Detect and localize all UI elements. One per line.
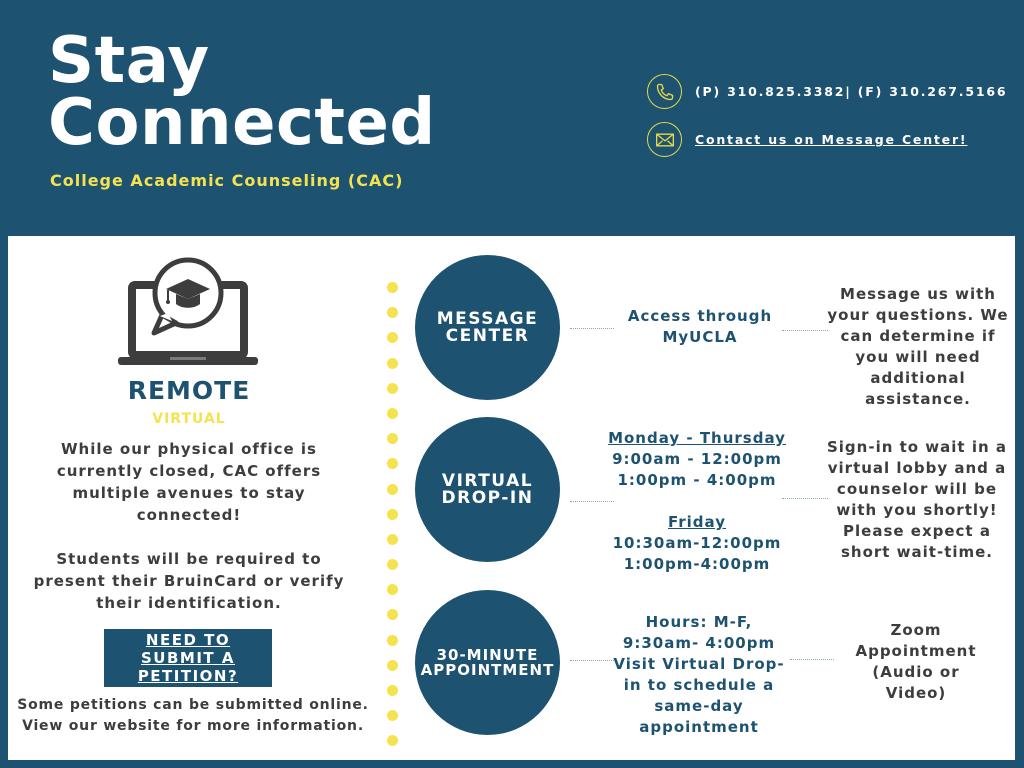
message-center-description [826,284,1010,410]
description-line: Please expect a [843,522,991,540]
phone-fax-numbers: (P) 310.825.3382| (F) 310.267.5166 [695,84,1008,99]
hours-line: in to schedule a [623,676,775,694]
access-line-1: Access through [627,307,773,325]
hours-line: 9:00am - 12:00pm [612,450,782,468]
circle-label-line-1: 30-MINUTE [436,645,539,664]
hours-line: 9:30am- 4:00pm [622,634,776,652]
office-closed-text: While our physical office is currently closed, CAC offers multiple avenues to stay connected! [56,440,322,524]
submit-petition-button[interactable] [104,629,272,687]
title-line-1: Stay [48,24,210,98]
appointment-description [834,620,998,704]
drop-in-description [822,437,1012,563]
hours-line: Visit Virtual Drop- [613,655,785,673]
description-line: Message us with [840,285,996,303]
message-center-link[interactable]: Contact us on Message Center! [695,132,968,147]
connector-line [790,659,834,660]
description-line: virtual lobby and a [827,459,1007,477]
description-line: Zoom [890,621,942,639]
bruincard-text: Students will be required to present their BruinCard or verify their identification. [33,550,345,612]
description-line: Appointment [855,642,977,660]
drop-in-hours [600,428,794,575]
petition-line-3: PETITION? [137,667,239,685]
connector-line [570,328,614,329]
description-line: you will need [855,348,981,366]
description-line: can determine if [840,327,996,345]
phone-contact [647,74,1007,109]
access-line-2: MyUCLA [662,328,738,346]
petition-line-2: SUBMIT A [141,649,235,667]
message-center-access [614,306,786,348]
page-title [48,24,436,160]
weekday-heading: Monday - Thursday [608,429,786,447]
title-line-2: Connected [48,86,436,160]
phone-icon [647,74,682,109]
petition-info-line-2: View our website for more information. [22,718,364,734]
petition-info-line-1: Some petitions can be submitted online. [17,697,369,713]
description-line: (Audio or [872,663,960,681]
message-center-circle [415,255,560,400]
envelope-icon [647,122,682,157]
appointment-circle [415,590,560,735]
description-line: with you shortly! [836,501,998,519]
circle-label-line-2: CENTER [445,325,530,346]
appointment-hours [606,612,792,738]
message-center-contact [647,122,967,157]
description-line: counselor will be [836,480,998,498]
circle-label-line-1: VIRTUAL [441,470,534,491]
circle-label-line-2: APPOINTMENT [420,660,555,679]
hours-line: same-day [654,697,744,715]
circle-label-line-1: MESSAGE [436,308,539,329]
hours-line: 10:30am-12:00pm [612,534,782,552]
dotted-divider [387,282,399,761]
description-line: Video) [885,684,947,702]
remote-subtitle: VIRTUAL [152,411,226,427]
circle-label-line-2: DROP-IN [441,487,534,508]
laptop-graduation-cap-icon [118,253,258,376]
hours-line: 1:00pm - 4:00pm [617,471,777,489]
description-line: assistance. [865,390,971,408]
description-line: Sign-in to wait in a [826,438,1007,456]
connector-line [782,330,828,331]
remote-title: REMOTE [127,376,251,405]
hours-line: appointment [639,718,759,736]
description-line: short wait-time. [840,543,994,561]
petition-line-1: NEED TO [145,631,231,649]
friday-heading: Friday [667,513,726,531]
description-line: your questions. We [827,306,1009,324]
description-line: additional [870,369,966,387]
page-subtitle: College Academic Counseling (CAC) [50,171,404,190]
hours-line: Hours: M-F, [645,613,753,631]
virtual-drop-in-circle [415,417,560,562]
hours-line: 1:00pm-4:00pm [623,555,771,573]
petition-info-text [8,695,378,737]
